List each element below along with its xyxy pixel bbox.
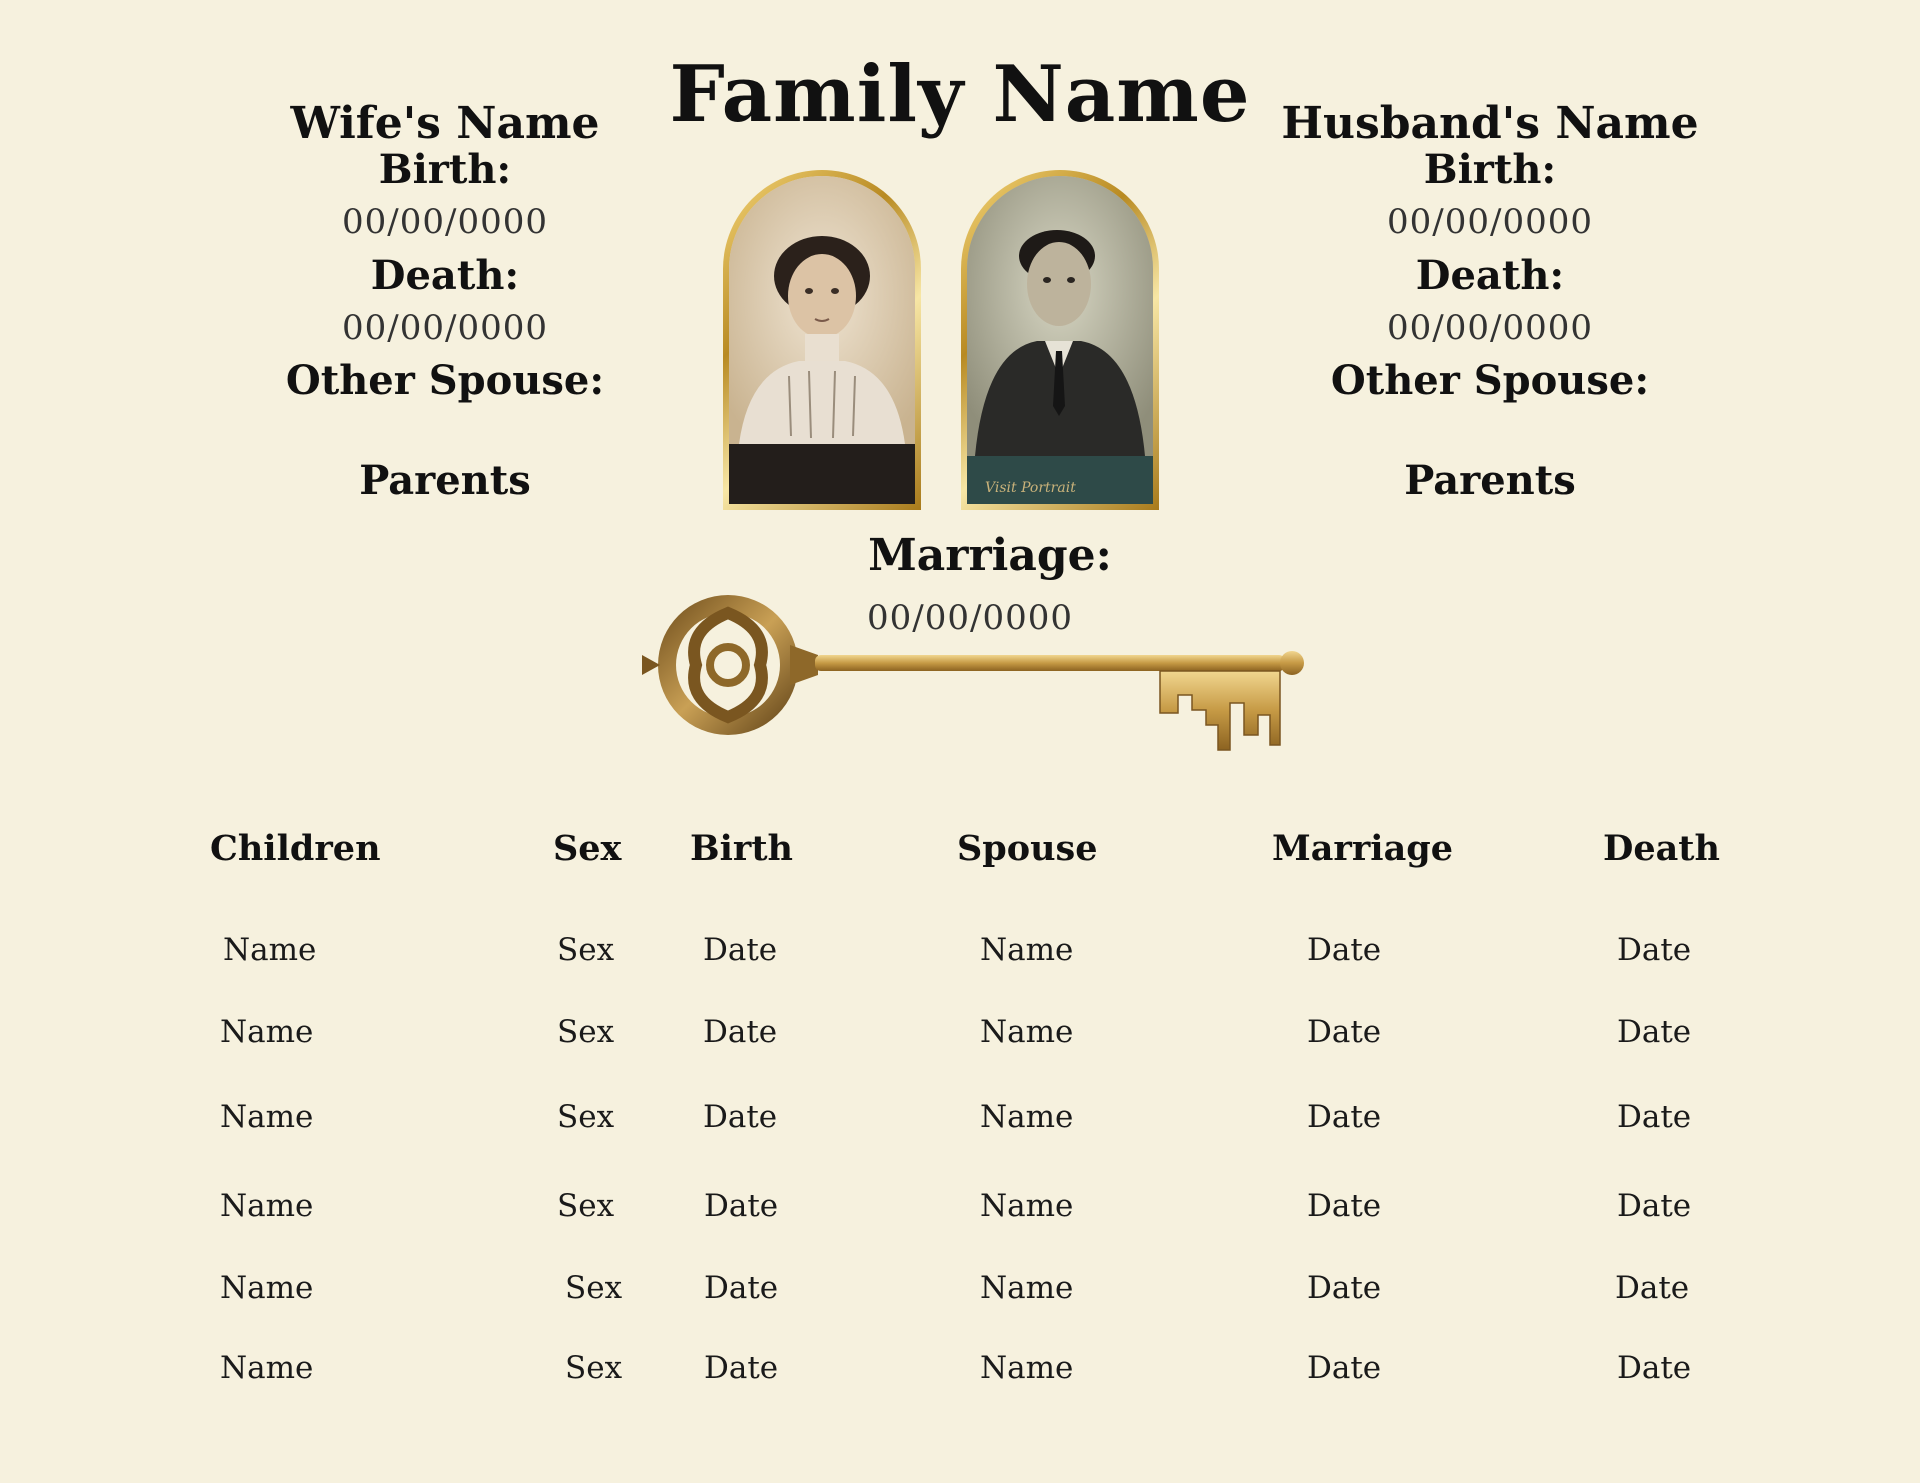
- table-row-3-spouse: Name: [980, 1099, 1074, 1135]
- table-row-3-child-name: Name: [220, 1099, 314, 1135]
- husband-other-spouse-label: Other Spouse:: [1330, 357, 1650, 405]
- header-birth: Birth: [690, 828, 793, 869]
- husband-death-date: 00/00/0000: [1387, 307, 1593, 348]
- husband-parents-label: Parents: [1404, 457, 1576, 505]
- wife-name: Wife's Name: [290, 98, 600, 149]
- table-row-4-child-name: Name: [220, 1188, 314, 1224]
- table-row-6-sex: Sex: [565, 1350, 623, 1386]
- wife-parents-label: Parents: [359, 457, 531, 505]
- table-row-2-birth: Date: [703, 1014, 778, 1050]
- header-death: Death: [1603, 828, 1720, 869]
- table-row-4-sex: Sex: [557, 1188, 615, 1224]
- marriage-label: Marriage:: [868, 530, 1112, 581]
- table-row-2-death: Date: [1617, 1014, 1692, 1050]
- table-row-1-sex: Sex: [557, 932, 615, 968]
- husband-birth-label: Birth:: [1423, 146, 1557, 194]
- table-row-5-spouse: Name: [980, 1270, 1074, 1306]
- table-row-4-marriage: Date: [1307, 1188, 1382, 1224]
- table-row-2-spouse: Name: [980, 1014, 1074, 1050]
- husband-death-label: Death:: [1415, 251, 1565, 299]
- husband-info: [1260, 100, 1720, 503]
- wife-death-date: 00/00/0000: [342, 307, 548, 348]
- header-sex: Sex: [553, 828, 622, 869]
- table-row-6-marriage: Date: [1307, 1350, 1382, 1386]
- table-row-2-child-name: Name: [220, 1014, 314, 1050]
- table-row-5-child-name: Name: [220, 1270, 314, 1306]
- table-row-1-marriage: Date: [1307, 932, 1382, 968]
- husband-portrait-photo: [967, 176, 1153, 504]
- wife-birth-label: Birth:: [378, 146, 512, 194]
- table-row-4-death: Date: [1617, 1188, 1692, 1224]
- table-row-5-sex: Sex: [565, 1270, 623, 1306]
- wife-other-spouse-label: Other Spouse:: [285, 357, 605, 405]
- table-row-1-child-name: Name: [223, 932, 317, 968]
- table-row-6-death: Date: [1617, 1350, 1692, 1386]
- table-row-3-marriage: Date: [1307, 1099, 1382, 1135]
- husband-photo-frame: [961, 170, 1159, 510]
- husband-name: Husband's Name: [1281, 98, 1699, 149]
- table-row-3-birth: Date: [703, 1099, 778, 1135]
- header-spouse: Spouse: [957, 828, 1098, 869]
- table-row-2-marriage: Date: [1307, 1014, 1382, 1050]
- wife-death-label: Death:: [370, 251, 520, 299]
- table-row-5-marriage: Date: [1307, 1270, 1382, 1306]
- marriage-date: 00/00/0000: [867, 598, 1073, 638]
- table-row-6-child-name: Name: [220, 1350, 314, 1386]
- table-row-5-birth: Date: [704, 1270, 779, 1306]
- table-row-1-birth: Date: [703, 932, 778, 968]
- wife-portrait-icon: [729, 176, 915, 504]
- wife-photo-frame: [723, 170, 921, 510]
- table-row-4-birth: Date: [704, 1188, 779, 1224]
- header-marriage: Marriage: [1272, 828, 1454, 869]
- antique-key-icon: [640, 585, 1320, 760]
- header-children: Children: [210, 828, 381, 869]
- page-title: Family Name: [669, 49, 1251, 140]
- table-row-3-death: Date: [1617, 1099, 1692, 1135]
- table-row-5-death: Date: [1615, 1270, 1690, 1306]
- table-row-4-spouse: Name: [980, 1188, 1074, 1224]
- table-row-2-sex: Sex: [557, 1014, 615, 1050]
- table-row-1-spouse: Name: [980, 932, 1074, 968]
- table-row-6-spouse: Name: [980, 1350, 1074, 1386]
- wife-portrait-photo: [729, 176, 915, 504]
- table-row-1-death: Date: [1617, 932, 1692, 968]
- svg-text:Visit Portrait: Visit Portrait: [985, 480, 1076, 496]
- table-row-6-birth: Date: [704, 1350, 779, 1386]
- husband-portrait-icon: [967, 176, 1153, 504]
- table-row-3-sex: Sex: [557, 1099, 615, 1135]
- wife-birth-date: 00/00/0000: [342, 202, 548, 243]
- husband-birth-date: 00/00/0000: [1387, 202, 1593, 243]
- wife-info: [215, 100, 675, 503]
